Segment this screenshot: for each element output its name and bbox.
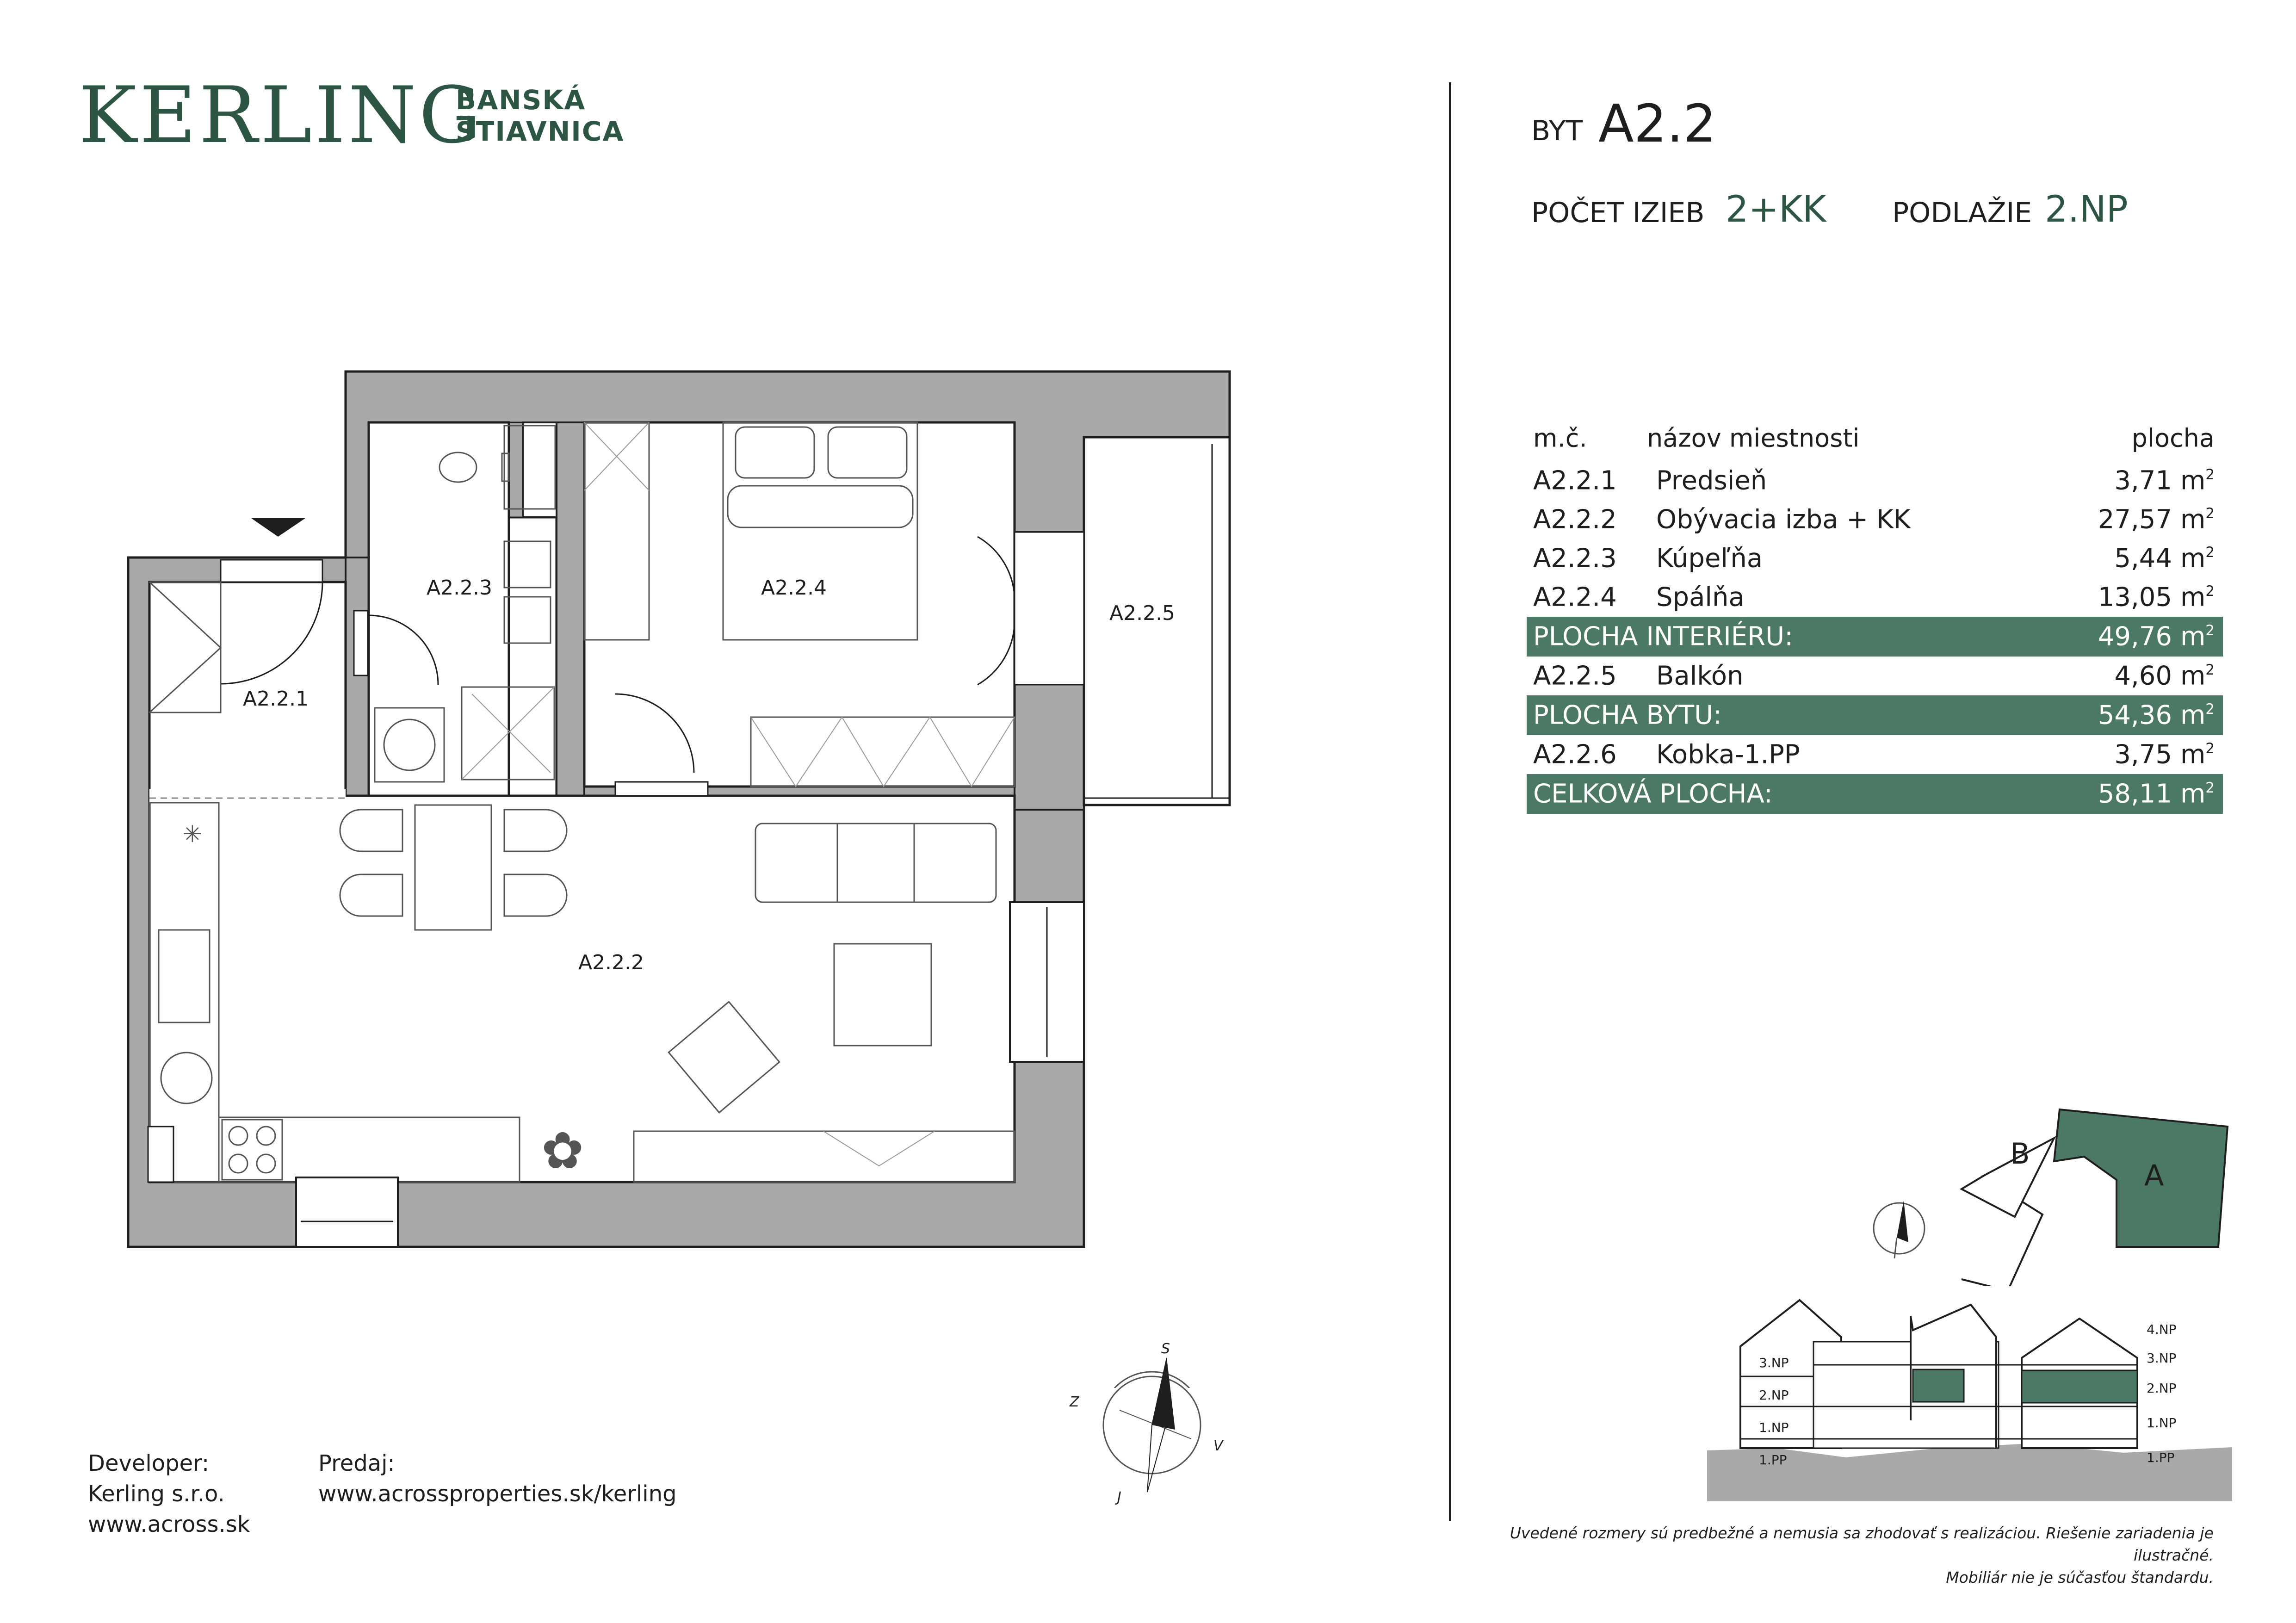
- left-floor-label: 2.NP: [1759, 1388, 1789, 1403]
- row-id: A2.2.6: [1533, 739, 1617, 770]
- floor-label: PODLAŽIE: [1892, 197, 2032, 229]
- right-floor-label: 1.PP: [2147, 1450, 2175, 1465]
- developer-label: Developer:: [88, 1450, 210, 1476]
- brand-city-line1: BANSKÁ: [456, 84, 586, 116]
- row-name: Balkón: [1656, 661, 1744, 691]
- row-area: 13,05 $m^2$: [2098, 582, 2215, 613]
- right-floor-label: 3.NP: [2147, 1350, 2177, 1366]
- room-label-living: A2.2.2: [578, 951, 644, 974]
- vertical-divider: [1449, 82, 1451, 1521]
- compass: [1059, 1332, 1244, 1518]
- partition-wall: [557, 422, 584, 796]
- disclaimer: [1427, 1522, 2214, 1589]
- brand-logo: KERLING: [79, 70, 484, 161]
- row-area: 3,75 $m^2$: [2114, 739, 2215, 770]
- balcony-row: [1527, 657, 2223, 695]
- site-plan: [1850, 1064, 2244, 1286]
- interior-total-label: PLOCHA INTERIÉRU:: [1533, 621, 1793, 652]
- row-name: Kúpeľňa: [1656, 543, 1763, 574]
- col-id-header: m.č.: [1533, 423, 1587, 453]
- row-area: 4,60 $m^2$: [2114, 661, 2215, 691]
- hall-living-opening: [149, 789, 346, 803]
- flat-total-area: 54,36 $m^2$: [2098, 700, 2215, 731]
- room-label-hall: A2.2.1: [243, 687, 309, 711]
- sales-block: [318, 1448, 677, 1509]
- bathtub-niche: [523, 422, 557, 517]
- row-id: A2.2.3: [1533, 543, 1617, 574]
- plant-icon: ✿: [541, 1121, 584, 1180]
- bedroom-door: [615, 782, 708, 796]
- balcony-door: [1015, 532, 1084, 685]
- row-area: 3,71 $m^2$: [2114, 465, 2215, 496]
- grand-total-label: CELKOVÁ PLOCHA:: [1533, 779, 1773, 809]
- window-south: [296, 1177, 398, 1247]
- table-row: [1527, 578, 2223, 617]
- byt-value: A2.2: [1598, 94, 1716, 154]
- flat-total-label: PLOCHA BYTU:: [1533, 700, 1722, 731]
- middle-highlight: [1913, 1369, 1964, 1402]
- developer-name: Kerling s.r.o.: [88, 1481, 225, 1507]
- partition-wall: [509, 422, 523, 517]
- room-label-balcony: A2.2.5: [1109, 601, 1176, 625]
- row-name: Predsieň: [1656, 465, 1767, 496]
- window-west: [148, 1127, 173, 1182]
- left-floor-label: 1.NP: [1759, 1420, 1789, 1435]
- section-diagram: [1707, 1258, 2237, 1508]
- building-a-label: A: [2144, 1158, 2164, 1192]
- row-area: 27,57 $m^2$: [2098, 504, 2215, 535]
- grand-total-row: [1527, 774, 2223, 814]
- rooms-label: POČET IZIEB: [1531, 197, 1705, 229]
- building-b: [1962, 1138, 2054, 1217]
- site-compass-icon: [1874, 1201, 1925, 1258]
- disclaimer-line2: Mobiliár nie je súčasťou štandardu.: [1946, 1568, 2214, 1586]
- row-area: 5,44 $m^2$: [2114, 543, 2215, 574]
- compass-s: S: [1161, 1341, 1170, 1357]
- table-row: [1527, 539, 2223, 578]
- interior-total-area: 49,76 $m^2$: [2098, 621, 2215, 652]
- left-floor-label: 3.NP: [1759, 1355, 1789, 1370]
- entrance-arrow-icon: [251, 518, 305, 537]
- row-id: A2.2.4: [1533, 582, 1617, 613]
- developer-block: [88, 1448, 250, 1540]
- table-header: [1527, 419, 2223, 458]
- row-name: Obývacia izba + KK: [1656, 504, 1911, 535]
- developer-web[interactable]: www.across.sk: [88, 1511, 250, 1537]
- sales-label: Predaj:: [318, 1450, 395, 1476]
- compass-v: V: [1213, 1438, 1223, 1454]
- disclaimer-line1: Uvedené rozmery sú predbežné a nemusia sa zhodovať s realizáciou. Riešenie zariadenia je ilustračné.: [1510, 1524, 2214, 1564]
- compass-z: Z: [1070, 1394, 1079, 1410]
- compass-needle-icon: [1152, 1358, 1175, 1430]
- left-floor-label: 1.PP: [1759, 1452, 1787, 1468]
- row-id: A2.2.1: [1533, 465, 1617, 496]
- table-row: [1527, 461, 2223, 500]
- sink-icon: [504, 597, 551, 643]
- row-name: Spálňa: [1656, 582, 1745, 613]
- row-id: A2.2.2: [1533, 504, 1617, 535]
- bathroom-door: [354, 611, 368, 675]
- right-floor-label: 2.NP: [2147, 1381, 2177, 1396]
- rooms-value: 2+KK: [1726, 189, 1826, 230]
- partition-wall: [346, 558, 369, 796]
- byt-label: BYT: [1531, 115, 1583, 147]
- col-name-header: názov miestnosti: [1647, 423, 1860, 453]
- grand-total-area: 58,11 $m^2$: [2098, 779, 2215, 809]
- room-label-bathroom: A2.2.3: [427, 576, 493, 600]
- flat-total-row: [1527, 695, 2223, 735]
- storage-row: [1527, 735, 2223, 774]
- building-b-label: B: [2010, 1137, 2030, 1171]
- entrance-door-frame: [221, 560, 322, 582]
- sales-web[interactable]: www.acrossproperties.sk/kerling: [318, 1481, 677, 1507]
- right-floor-label: 1.NP: [2147, 1415, 2177, 1431]
- room-label-bedroom: A2.2.4: [761, 576, 827, 600]
- sink-icon: [504, 541, 551, 588]
- row-name: Kobka-1.PP: [1656, 739, 1800, 770]
- area-table: [1527, 419, 2223, 814]
- col-area-header: plocha: [2131, 423, 2215, 453]
- floor-value: 2.NP: [2045, 189, 2128, 230]
- brand-city-line2: ŠTIAVNICA: [456, 116, 625, 147]
- compass-j: J: [1117, 1489, 1121, 1505]
- building-a: [2054, 1109, 2228, 1247]
- interior-total-row: [1527, 617, 2223, 657]
- extractor-icon: ✳: [183, 821, 202, 848]
- right-highlight: [2022, 1370, 2137, 1403]
- row-id: A2.2.5: [1533, 661, 1617, 691]
- table-row: [1527, 500, 2223, 539]
- room-bathroom: [369, 422, 509, 796]
- right-floor-label: 4.NP: [2147, 1322, 2177, 1337]
